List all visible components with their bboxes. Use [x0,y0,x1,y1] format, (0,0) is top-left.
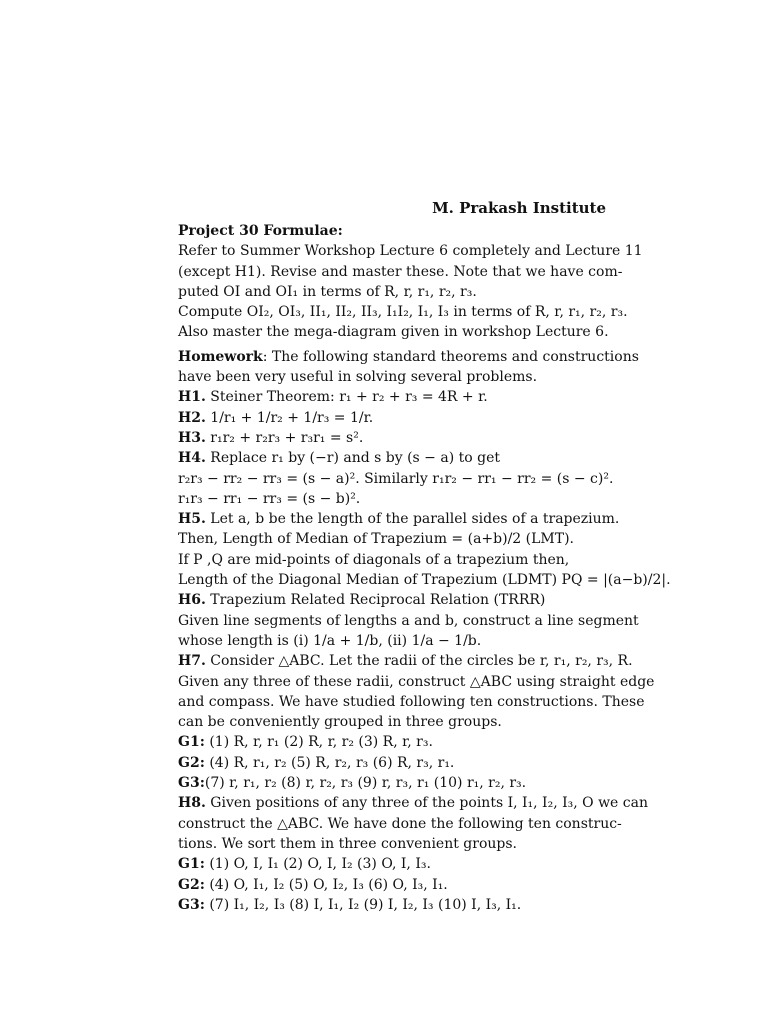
item-h5 [178,509,620,529]
text-line: Then, Length of Median of Trapezium = (a+b)/2 (LMT). [178,531,574,548]
text-line: have been very useful in solving several problems. [178,369,538,386]
group-line [178,854,606,874]
item-text: r₁r₂ + r₂r₃ + r₃r₁ = s². [210,429,364,446]
item-label: H8. [178,795,206,812]
item-h6 [178,590,606,610]
group-line [178,895,606,915]
item-h3 [178,428,606,448]
homework-label: Homework [178,348,263,365]
text-line: construct the △ABC. We have done the following ten construc- [178,815,622,832]
item-text: 1/r₁ + 1/r₂ + 1/r₃ = 1/r. [210,409,374,426]
text-line: Given line segments of lengths a and b, construct a line segment [178,612,639,629]
item-label: H6. [178,592,206,609]
homework-text: : The following standard theorems and constructions [262,348,639,365]
group-label: G3: [178,896,205,913]
item-h8 [178,793,648,813]
group-line [178,773,606,793]
item-label: H7. [178,653,206,670]
document-page [178,197,671,915]
item-label: H1. [178,389,206,406]
item-h4 [178,448,606,468]
item-text: Let a, b be the length of the parallel sides of a trapezium. [210,511,620,528]
project-title: Project 30 Formulae: [178,223,343,239]
text-line: and compass. We have studied following ten constructions. These [178,693,645,710]
group-text: (1) O, I, I₁ (2) O, I, I₂ (3) O, I, I₃. [209,856,431,873]
item-text: Steiner Theorem: r₁ + r₂ + r₃ = 4R + r. [210,389,488,406]
item-text: Given positions of any three of the points I, I₁, I₂, I₃, O we can [210,795,648,812]
group-label: G1: [178,734,205,751]
text-line: puted OI and OI₁ in terms of R, r, r₁, r₂, r₃. [178,283,477,300]
text-line: Also master the mega-diagram given in workshop Lecture 6. [178,324,609,341]
text-line: whose length is (i) 1/a + 1/b, (ii) 1/a − 1/b. [178,632,482,649]
group-label: G2: [178,876,205,893]
text-line: (except H1). Revise and master these. Note that we have com- [178,263,623,280]
group-label: G3: [178,775,205,792]
project-heading [178,221,606,241]
item-label: H4. [178,450,206,467]
item-text: Replace r₁ by (−r) and s by (s − a) to get [210,450,501,467]
text-line: Compute OI₂, OI₃, II₁, II₂, II₃, I₁I₂, I₁, I₃ in terms of R, r, r₁, r₂, r₃. [178,304,628,321]
item-label: H5. [178,511,206,528]
item-label: H3. [178,429,206,446]
group-text: (7) r, r₁, r₂ (8) r, r₂, r₃ (9) r, r₃, r₁ (10) r₁, r₂, r₃. [204,775,527,792]
item-text: Trapezium Related Reciprocal Relation (TRRR) [210,592,546,609]
group-text: (7) I₁, I₂, I₃ (8) I, I₁, I₂ (9) I, I₂, I₃ (10) I, I₃, I₁. [209,896,522,913]
homework-line [178,347,639,367]
group-line [178,875,606,895]
text-line: Length of the Diagonal Median of Trapezium (LDMT) PQ = |(a−b)/2|. [178,572,671,589]
group-line [178,753,606,773]
group-text: (1) R, r, r₁ (2) R, r, r₂ (3) R, r, r₃. [209,734,433,751]
item-h1 [178,387,606,407]
text-line: tions. We sort them in three convenient groups. [178,835,518,852]
text-line: Refer to Summer Workshop Lecture 6 completely and Lecture 11 [178,243,643,260]
text-line: r₂r₃ − rr₂ − rr₃ = (s − a)². Similarly r₁r₂ − rr₁ − rr₂ = (s − c)². [178,470,614,487]
group-label: G2: [178,754,205,771]
item-text: Consider △ABC. Let the radii of the circles be r, r₁, r₂, r₃, R. [210,653,633,670]
item-h7 [178,651,633,671]
group-text: (4) O, I₁, I₂ (5) O, I₂, I₃ (6) O, I₃, I₁. [209,876,448,893]
group-label: G1: [178,856,205,873]
text-line: Given any three of these radii, construct △ABC using straight edge [178,673,655,690]
group-text: (4) R, r₁, r₂ (5) R, r₂, r₃ (6) R, r₃, r₁. [209,754,455,771]
text-line: can be conveniently grouped in three groups. [178,714,502,731]
text-line: r₁r₃ − rr₁ − rr₃ = (s − b)². [178,490,361,507]
institute-header: M. Prakash Institute [432,199,606,217]
item-h2 [178,408,606,428]
group-line [178,732,606,752]
item-label: H2. [178,409,206,426]
text-line: If P ,Q are mid-points of diagonals of a trapezium then, [178,551,570,568]
